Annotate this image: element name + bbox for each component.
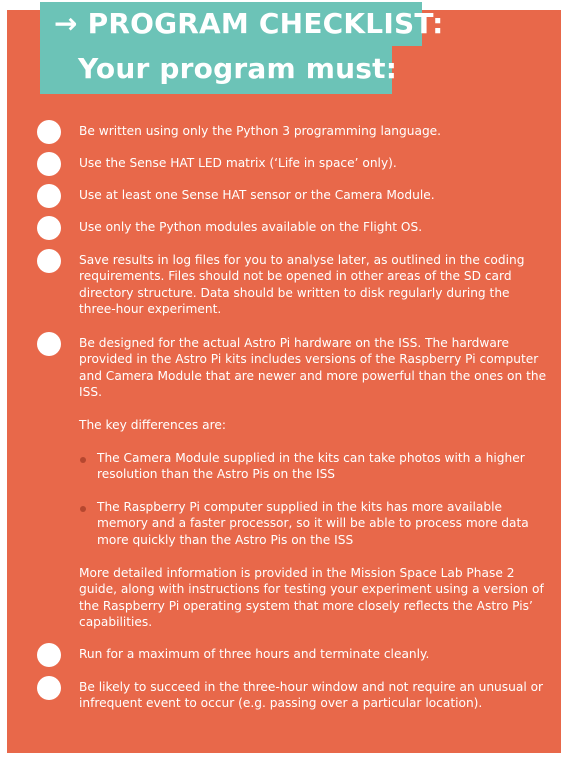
checklist-item-2: Use the Sense HAT LED matrix (‘Life in space’ only). xyxy=(79,156,397,170)
checklist-item-4: Use only the Python modules available on the Flight OS. xyxy=(79,220,423,234)
checklist-bullet-6 xyxy=(37,332,61,356)
checklist-bullet-5 xyxy=(37,249,61,273)
checklist-item-6: Be designed for the actual Astro Pi hardware on the ISS. The hardware provided in the Astro Pi kits includes versions of the Raspberry Pi computer and Camera Module that are newer and more powerful than the ones on the ISS. xyxy=(79,336,547,399)
checklist-item-5: Save results in log files for you to analyse later, as outlined in the coding requirements. Files should not be opened in other areas of the SD card directory structure. Data should be written to disk regularly during the three-hour experiment. xyxy=(79,253,525,316)
checklist-item-3: Use at least one Sense HAT sensor or the Camera Module. xyxy=(79,188,435,202)
subpoint-bullet-2 xyxy=(80,506,86,512)
checklist-item-7: Run for a maximum of three hours and terminate cleanly. xyxy=(79,647,430,661)
subpoint-1: The Camera Module supplied in the kits can take photos with a higher resolution than the Astro Pis on the ISS xyxy=(97,451,525,482)
key-differences-intro: The key differences are: xyxy=(79,418,226,432)
checklist-item-8: Be likely to succeed in the three-hour window and not require an unusual or infrequent event to occur (e.g. passing over a particular location). xyxy=(79,680,544,711)
subpoint-2: The Raspberry Pi computer supplied in the kits has more available memory and a faster processor, so it will be able to process more data more quickly than the Astro Pis on the ISS xyxy=(97,500,529,547)
detailed-info-note: More detailed information is provided in the Mission Space Lab Phase 2 guide, along with instructions for testing your experiment using a version of the Raspberry Pi operating system that more closely reflects the Astro Pis’ capabilities. xyxy=(79,566,544,629)
checklist-bullet-2 xyxy=(37,152,61,176)
page-subtitle: Your program must: xyxy=(78,52,398,85)
arrow-icon: → xyxy=(54,7,78,40)
subpoint-bullet-1 xyxy=(80,457,86,463)
title-banner-line1 xyxy=(40,2,444,46)
checklist-bullet-4 xyxy=(37,216,61,240)
checklist-bullet-3 xyxy=(37,184,61,208)
page-title: PROGRAM CHECKLIST: xyxy=(87,7,444,40)
checklist-item-1: Be written using only the Python 3 programming language. xyxy=(79,124,442,138)
title-banner-line2 xyxy=(40,46,398,94)
checklist-bullet-8 xyxy=(37,676,61,700)
checklist-bullet-1 xyxy=(37,120,61,144)
checklist-bullet-7 xyxy=(37,643,61,667)
